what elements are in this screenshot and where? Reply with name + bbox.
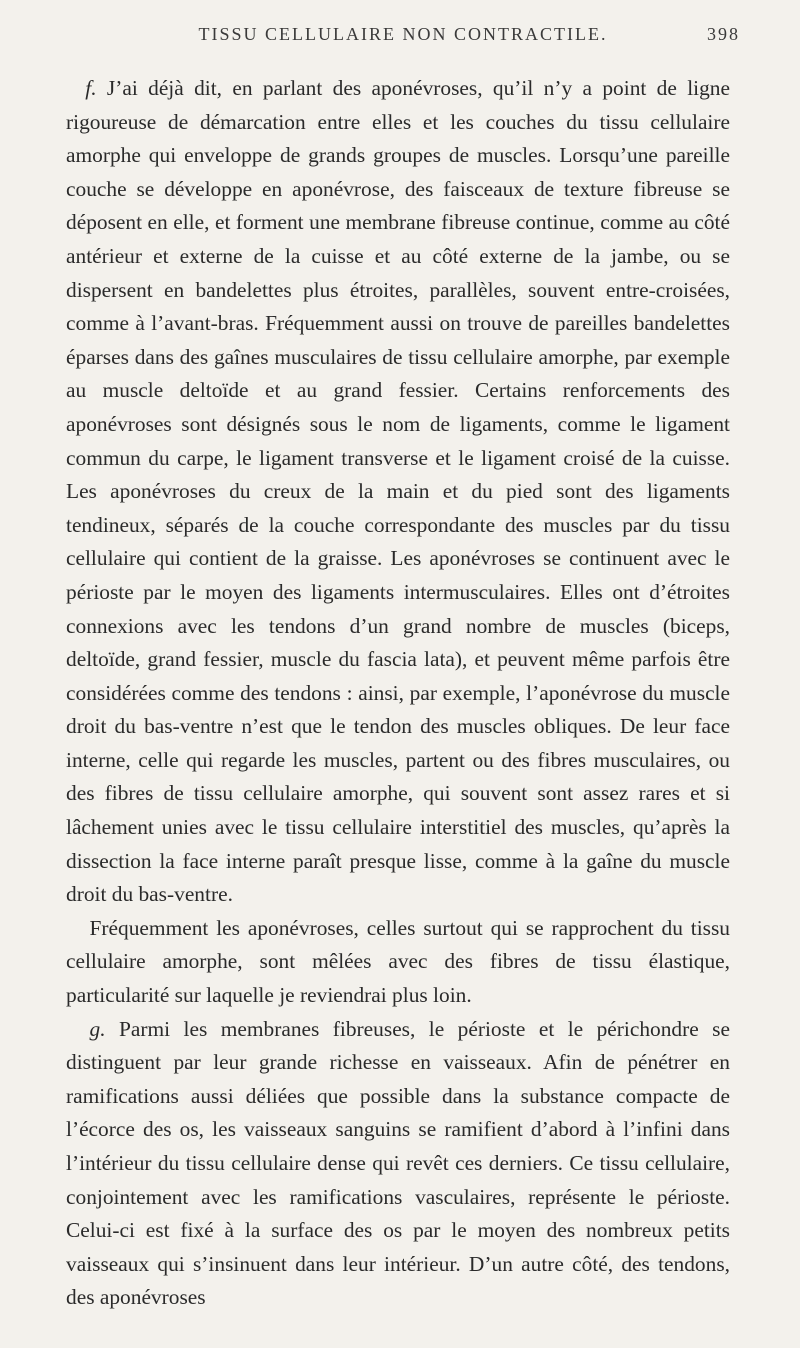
running-title: TISSU CELLULAIRE NON CONTRACTILE. — [198, 24, 608, 44]
section-marker: f. — [85, 76, 97, 100]
section-marker: g. — [89, 1016, 106, 1041]
page-number: 398 — [707, 24, 740, 44]
paragraph-text: Parmi les membranes fibreuses, le périoste et le périchondre se distinguent par leur grande richesse en vaisseaux. Afin de pénétrer en ramifications aussi déliées que possible dans la substance compacte de l’écorce des os, les vaisseaux sanguins se ramifient d’abord à l’infini dans l’intérieur du tissu cellulaire dense qui revêt ces derniers. Ce tissu cellulaire, conjointement avec les ramifications vasculaires, représente le périoste. Celui-ci est fixé à la surface des os par le moyen des nombreux petits vaisseaux qui s’insinuent dans leur intérieur. D’un autre côté, des tendons, des aponévroses — [66, 1016, 730, 1310]
paragraph-f — [66, 72, 730, 912]
paragraph-text: J’ai déjà dit, en parlant des aponévroses, qu’il n’y a point de ligne rigoureuse de démarcation entre elles et les couches du tissu cellulaire amorphe qui enveloppe de grands groupes de muscles. Lorsqu’une pareille couche se développe en aponévrose, des faisceaux de texture fibreuse se déposent en elle, et forment une membrane fibreuse continue, comme au côté antérieur et externe de la cuisse et au côté externe de la jambe, ou se dispersent en bandelettes plus étroites, parallèles, souvent entre-croisées, comme à l’avant-bras. Fréquemment aussi on trouve de pareilles bandelettes éparses dans des gaînes musculaires de tissu cellulaire amorphe, par exemple au muscle deltoïde et au grand fessier. Certains renforcements des aponévroses sont désignés sous le nom de ligaments, comme le ligament commun du carpe, le ligament transverse et le ligament croisé de la cuisse. Les aponévroses du creux de la main et du pied sont des ligaments tendineux, séparés de la couche correspondante des muscles par du tissu cellulaire qui contient de la graisse. Les aponévroses se continuent avec le périoste par le moyen des ligaments intermusculaires. Elles ont d’étroites connexions avec les tendons d’un grand nombre de muscles (biceps, deltoïde, grand fessier, muscle du fascia lata), et peuvent même parfois être considérées comme des tendons : ainsi, par exemple, l’aponévrose du muscle droit du bas-ventre n’est que le tendon des muscles obliques. De leur face interne, celle qui regarde les muscles, partent ou des fibres musculaires, ou des fibres de tissu cellulaire amorphe, qui souvent sont assez rares et si lâchement unies avec le tissu cellulaire interstitiel des muscles, qu’après la dissection la face interne paraît presque lisse, comme à la gaîne du muscle droit du bas-ventre. — [66, 76, 730, 907]
paragraph-elastic — [66, 912, 730, 1013]
body-text — [66, 72, 730, 1315]
paragraph-g — [66, 1013, 730, 1315]
running-head — [66, 24, 740, 64]
paragraph-text: Fréquemment les aponévroses, celles surtout qui se rapprochent du tissu cellulaire amorphe, sont mêlées avec des fibres de tissu élastique, particularité sur laquelle je reviendrai plus loin. — [66, 915, 730, 1008]
